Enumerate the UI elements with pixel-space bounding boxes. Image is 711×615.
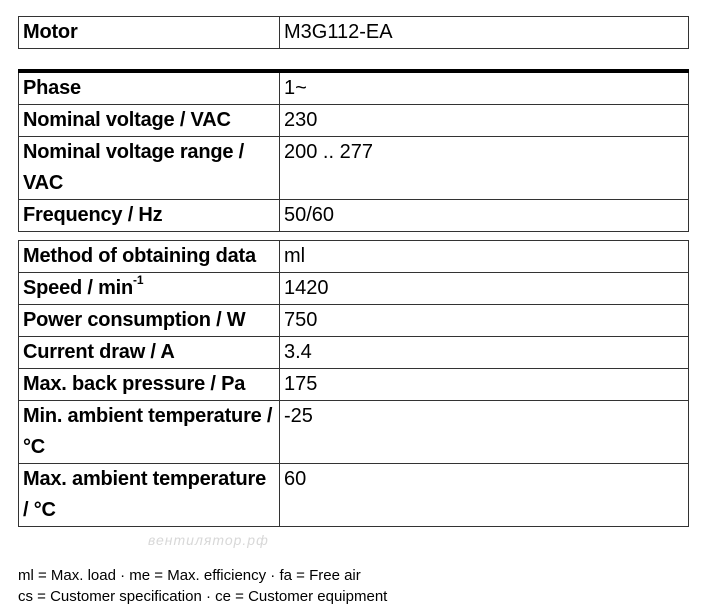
- phase-value: 1~: [280, 71, 689, 105]
- motor-label: Motor: [19, 17, 280, 49]
- back-pressure-label: Max. back pressure / Pa: [19, 369, 280, 401]
- voltage-range-label: Nominal voltage range / VAC: [19, 137, 280, 200]
- motor-table: [18, 16, 689, 49]
- max-temp-label: Max. ambient temperature / °C: [19, 464, 280, 527]
- table-row: [19, 137, 689, 200]
- speed-label: Speed / min: [23, 277, 134, 299]
- table-row: [19, 17, 689, 49]
- table-row: [19, 369, 689, 401]
- speed-value: 1420: [280, 273, 689, 305]
- phase-label: Phase: [19, 71, 280, 105]
- back-pressure-value: 175: [280, 369, 689, 401]
- table-row: [19, 200, 689, 232]
- table-row: [19, 337, 689, 369]
- speed-label-cell: [19, 273, 280, 305]
- frequency-label: Frequency / Hz: [19, 200, 280, 232]
- min-temp-label: Min. ambient temperature / °C: [19, 401, 280, 464]
- watermark: вентилятор.рф: [148, 532, 269, 548]
- performance-table: [18, 240, 689, 527]
- max-temp-value: 60: [280, 464, 689, 527]
- nominal-voltage-label: Nominal voltage / VAC: [19, 105, 280, 137]
- method-value: ml: [280, 241, 689, 273]
- table-row: [19, 305, 689, 337]
- frequency-value: 50/60: [280, 200, 689, 232]
- current-value: 3.4: [280, 337, 689, 369]
- table-row: [19, 71, 689, 105]
- electrical-table: [18, 69, 689, 232]
- method-label: Method of obtaining data: [19, 241, 280, 273]
- legend-note-line: cs = Customer specification · ce = Customer equipment: [18, 588, 388, 605]
- table-row: [19, 464, 689, 527]
- legend-note-line: ml = Max. load · me = Max. efficiency · fa = Free air: [18, 567, 361, 584]
- table-row: [19, 273, 689, 305]
- table-row: [19, 105, 689, 137]
- voltage-range-value: 200 .. 277: [280, 137, 689, 200]
- table-row: [19, 241, 689, 273]
- nominal-voltage-value: 230: [280, 105, 689, 137]
- power-value: 750: [280, 305, 689, 337]
- legend-notes: [18, 565, 387, 607]
- power-label: Power consumption / W: [19, 305, 280, 337]
- table-row: [19, 401, 689, 464]
- min-temp-value: -25: [280, 401, 689, 464]
- speed-unit-exponent: -1: [133, 273, 144, 288]
- current-label: Current draw / A: [19, 337, 280, 369]
- motor-value: M3G112-EA: [280, 17, 689, 49]
